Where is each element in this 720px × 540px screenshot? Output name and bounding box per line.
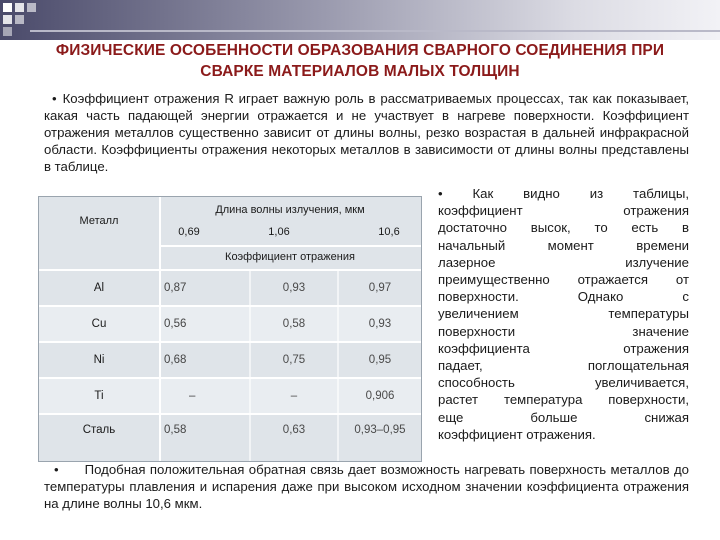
- table-divider: [159, 197, 161, 461]
- decor-square: [3, 3, 12, 12]
- side-line: увеличением температуры: [438, 306, 689, 322]
- value-cell: 0,56: [164, 318, 187, 330]
- value-cell: 0,93: [282, 282, 306, 294]
- slide-title-line2: СВАРКЕ МАТЕРИАЛОВ МАЛЫХ ТОЛЩИН: [200, 63, 520, 80]
- table-divider: [337, 269, 339, 461]
- header-rule: [30, 30, 720, 32]
- value-cell: 0,95: [368, 354, 392, 366]
- decor-square: [15, 15, 24, 24]
- value-cell: 0,97: [368, 282, 392, 294]
- table-row: [39, 343, 421, 377]
- value-cell: 0,87: [164, 282, 187, 294]
- value-cell: 0,75: [282, 354, 306, 366]
- value-cell: –: [189, 390, 196, 402]
- coefficient-header: Коэффициент отражения: [225, 251, 355, 263]
- side-line: еще больше снижая: [438, 409, 689, 425]
- value-cell: 0,906: [365, 390, 395, 402]
- side-line: поверхности значение: [438, 323, 689, 339]
- value-cell: 0,93–0,95: [354, 424, 406, 436]
- side-line: достаточно высок, то есть в: [438, 220, 689, 236]
- table-row: [39, 307, 421, 341]
- side-line: коэффициент отражения.: [438, 426, 596, 442]
- table-row: [39, 271, 421, 305]
- header-decoration: [0, 0, 720, 40]
- side-line: начальный момент времени: [438, 237, 689, 253]
- intro-text: Коэффициент отражения R играет важную роль в рассматриваемых процессах, так как показывает, какая часть падающей энергии отражается и не участвует в нагреве поверхности. Коэффициент отражения металлов существенно зависит от длины волны, резко возрастая в дальней инфракрасной области. Коэффициенты отражения некоторых металлов в зависимости от длины волны представлены в таблице.: [44, 91, 689, 174]
- table-row: [39, 415, 421, 459]
- side-line: преимущественно отражается от: [438, 272, 689, 288]
- table-divider: [249, 269, 251, 461]
- decor-square: [27, 3, 36, 12]
- metal-column-header: Металл: [39, 197, 159, 245]
- value-cell: 0,93: [368, 318, 392, 330]
- wavelength-header: Длина волны излучения, мкм: [215, 204, 365, 216]
- wavelength-value: 10,6: [378, 226, 400, 238]
- metal-name: Cu: [91, 318, 107, 330]
- decor-square: [3, 27, 12, 36]
- side-paragraph: [438, 185, 689, 443]
- value-cell: –: [290, 390, 298, 402]
- side-line: поверхности. Однако с: [438, 289, 689, 305]
- side-line: падает, поглощательная: [438, 358, 689, 374]
- bullet-icon: •: [52, 91, 57, 106]
- slide-title-line1: ФИЗИЧЕСКИЕ ОСОБЕННОСТИ ОБРАЗОВАНИЯ СВАРНОГО СОЕДИНЕНИЯ ПРИ: [55, 42, 665, 59]
- table-row: [39, 379, 421, 413]
- reflection-table: [38, 196, 422, 462]
- bullet-icon: •: [54, 462, 59, 477]
- side-line: • Как видно из таблицы,: [438, 186, 689, 201]
- decor-square: [15, 3, 24, 12]
- value-cell: 0,63: [282, 424, 306, 436]
- side-line: коэффициента отражения: [438, 340, 689, 356]
- conclusion-paragraph: [44, 461, 689, 512]
- conclusion-text: Подобная положительная обратная связь дает возможность нагревать поверхность металлов до температуры плавления и испарения даже при высоком исходном значении коэффициента отражения на длине волны 10,6 мкм.: [44, 462, 689, 511]
- intro-paragraph: [44, 90, 689, 175]
- wavelength-value: 1,06: [268, 226, 290, 238]
- decor-square: [3, 15, 12, 24]
- side-line: растет температура поверхности,: [438, 392, 689, 408]
- metal-name: Сталь: [82, 424, 116, 436]
- side-line: лазерное излучение: [438, 254, 689, 270]
- metal-name: Ti: [94, 390, 104, 402]
- value-cell: 0,58: [164, 424, 187, 436]
- metal-name: Ni: [93, 354, 105, 366]
- wavelength-value: 0,69: [178, 226, 200, 238]
- side-line: способность увеличивается,: [438, 375, 689, 391]
- value-cell: 0,68: [164, 354, 187, 366]
- side-line: коэффициент отражения: [438, 203, 689, 219]
- value-cell: 0,58: [282, 318, 306, 330]
- metal-name: Al: [93, 282, 105, 294]
- slide-title: [28, 40, 692, 82]
